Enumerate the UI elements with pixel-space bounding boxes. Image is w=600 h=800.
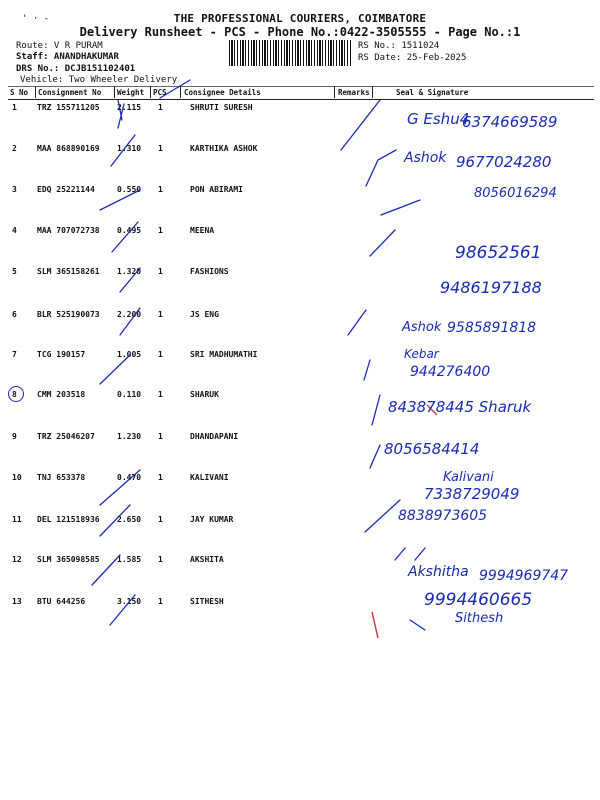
sig-1-phone: 6374669589 [462, 113, 558, 131]
rs-number: RS No.: 1511024 [358, 41, 440, 51]
sig-10-name: Kalivani [443, 470, 494, 485]
row-sno: 5 [12, 267, 17, 276]
sig-8-phone: 843878445 Sharuk [388, 398, 532, 416]
company-title: THE PROFESSIONAL COURIERS, COIMBATORE [173, 12, 427, 25]
row-sno: 9 [12, 432, 17, 441]
row-pcs: 1 [158, 515, 163, 524]
row-consignment: BLR 525190073 [37, 310, 100, 319]
sig-13-phone: 9994460665 [424, 590, 533, 610]
row-weight: 1.310 [117, 144, 142, 153]
row-pcs: 1 [158, 432, 163, 441]
row-sno: 10 [12, 473, 22, 482]
row-sno: 4 [12, 226, 17, 235]
row-consignment: MAA 707072738 [37, 226, 100, 235]
sig-4-phone: 98652561 [455, 243, 542, 263]
row-consignment: MAA 868890169 [37, 144, 100, 153]
route-label: Route: V R PURAM [16, 41, 103, 51]
sig-6-phone: 9585891818 [447, 320, 537, 336]
row-weight: 1.585 [117, 555, 142, 564]
row-consignee: MEENA [190, 226, 215, 235]
sig-12-phone: 9994969747 [479, 568, 569, 584]
row-sno: 3 [12, 185, 17, 194]
row-pcs: 1 [158, 555, 163, 564]
row-weight: 2.650 [117, 515, 142, 524]
row-sno: 8 [12, 390, 17, 399]
col-signature: Seal & Signature [396, 88, 469, 97]
sig-11-phone: 8838973605 [398, 508, 488, 524]
row-pcs: 1 [158, 350, 163, 359]
row-sno: 7 [12, 350, 17, 359]
row-weight: 0.110 [117, 390, 142, 399]
row-consignee: SITHESH [190, 597, 224, 606]
row-consignee: SRI MADHUMATHI [190, 350, 258, 359]
staff-label: Staff: ANANDHAKUMAR [16, 52, 119, 62]
row-sno: 6 [12, 310, 17, 319]
row-consignee: SHARUK [190, 390, 219, 399]
col-weight: Weight [117, 88, 145, 97]
row-pcs: 1 [158, 267, 163, 276]
sig-1-name: G Eshu4 [407, 110, 470, 128]
row-pcs: 1 [158, 144, 163, 153]
sig-6-name: Ashok [402, 320, 442, 335]
sig-10-phone: 7338729049 [424, 485, 520, 503]
row-consignee: JS ENG [190, 310, 219, 319]
row-consignment: TRZ 25046207 [37, 432, 95, 441]
sig-3-phone: 8056016294 [474, 186, 557, 201]
row-consignee: KARTHIKA ASHOK [190, 144, 258, 153]
row-pcs: 1 [158, 597, 163, 606]
row-weight: 1.230 [117, 432, 142, 441]
row-consignment: TCG 190157 [37, 350, 86, 359]
drs-number: DRS No.: DCJB151102401 [16, 64, 136, 74]
row-consignee: DHANDAPANI [190, 432, 239, 441]
sig-2-name: Ashok [404, 150, 447, 166]
row-pcs: 1 [158, 473, 163, 482]
row-pcs: 1 [158, 103, 163, 112]
row-consignment: SLM 365158261 [37, 267, 100, 276]
row-consignee: SHRUTI SURESH [190, 103, 253, 112]
col-sno: S No [10, 88, 29, 97]
row-consignment: CMM 203518 [37, 390, 86, 399]
sig-13-name: Sithesh [455, 611, 504, 626]
row-weight: 1.320 [117, 267, 142, 276]
row-sno: 13 [12, 597, 22, 606]
col-pcs: PCS [153, 88, 167, 97]
row-consignment: SLM 365098585 [37, 555, 100, 564]
runsheet-subtitle: Delivery Runsheet - PCS - Phone No.:0422-3505555 - Page No.:1 [79, 25, 521, 39]
row-consignee: AKSHITA [190, 555, 224, 564]
sig-2-phone: 9677024280 [456, 153, 552, 171]
vehicle-label: Vehicle: Two Wheeler Delivery [20, 75, 178, 85]
row-consignee: FASHIONS [190, 267, 229, 276]
row-sno: 11 [12, 515, 22, 524]
row-weight: 1.005 [117, 350, 142, 359]
row-pcs: 1 [158, 310, 163, 319]
col-consignee: Consignee Details [184, 88, 261, 97]
row-consignee: PON ABIRAMI [190, 185, 243, 194]
row-consignment: TRZ 155711205 [37, 103, 100, 112]
sig-5-phone: 9486197188 [440, 278, 542, 297]
row-weight: 2.115 [117, 103, 142, 112]
col-remarks: Remarks [338, 88, 370, 97]
row-pcs: 1 [158, 390, 163, 399]
row-weight: 0.495 [117, 226, 142, 235]
row-pcs: 1 [158, 226, 163, 235]
row-consignment: EDQ 25221144 [37, 185, 95, 194]
col-consignment: Consignment No [38, 88, 102, 97]
row-weight: 2.200 [117, 310, 142, 319]
corner-mark: ' · - [22, 14, 50, 24]
row-sno: 12 [12, 555, 22, 564]
row-weight: 3.150 [117, 597, 142, 606]
row-consignment: DEL 121518936 [37, 515, 100, 524]
sig-9-phone: 8056584414 [384, 440, 480, 458]
row-consignment: BTU 644256 [37, 597, 86, 606]
row-consignment: TNJ 653378 [37, 473, 86, 482]
sig-7-name: Kebar [404, 347, 439, 361]
row-weight: 0.550 [117, 185, 142, 194]
row-sno: 2 [12, 144, 17, 153]
row-pcs: 1 [158, 185, 163, 194]
row-sno: 1 [12, 103, 17, 112]
rs-date: RS Date: 25-Feb-2025 [358, 53, 467, 63]
row-consignee: JAY KUMAR [190, 515, 234, 524]
row-consignee: KALIVANI [190, 473, 229, 482]
sig-7-phone: 944276400 [410, 364, 491, 380]
sig-12-name: Akshitha [408, 564, 469, 580]
row-weight: 0.470 [117, 473, 142, 482]
